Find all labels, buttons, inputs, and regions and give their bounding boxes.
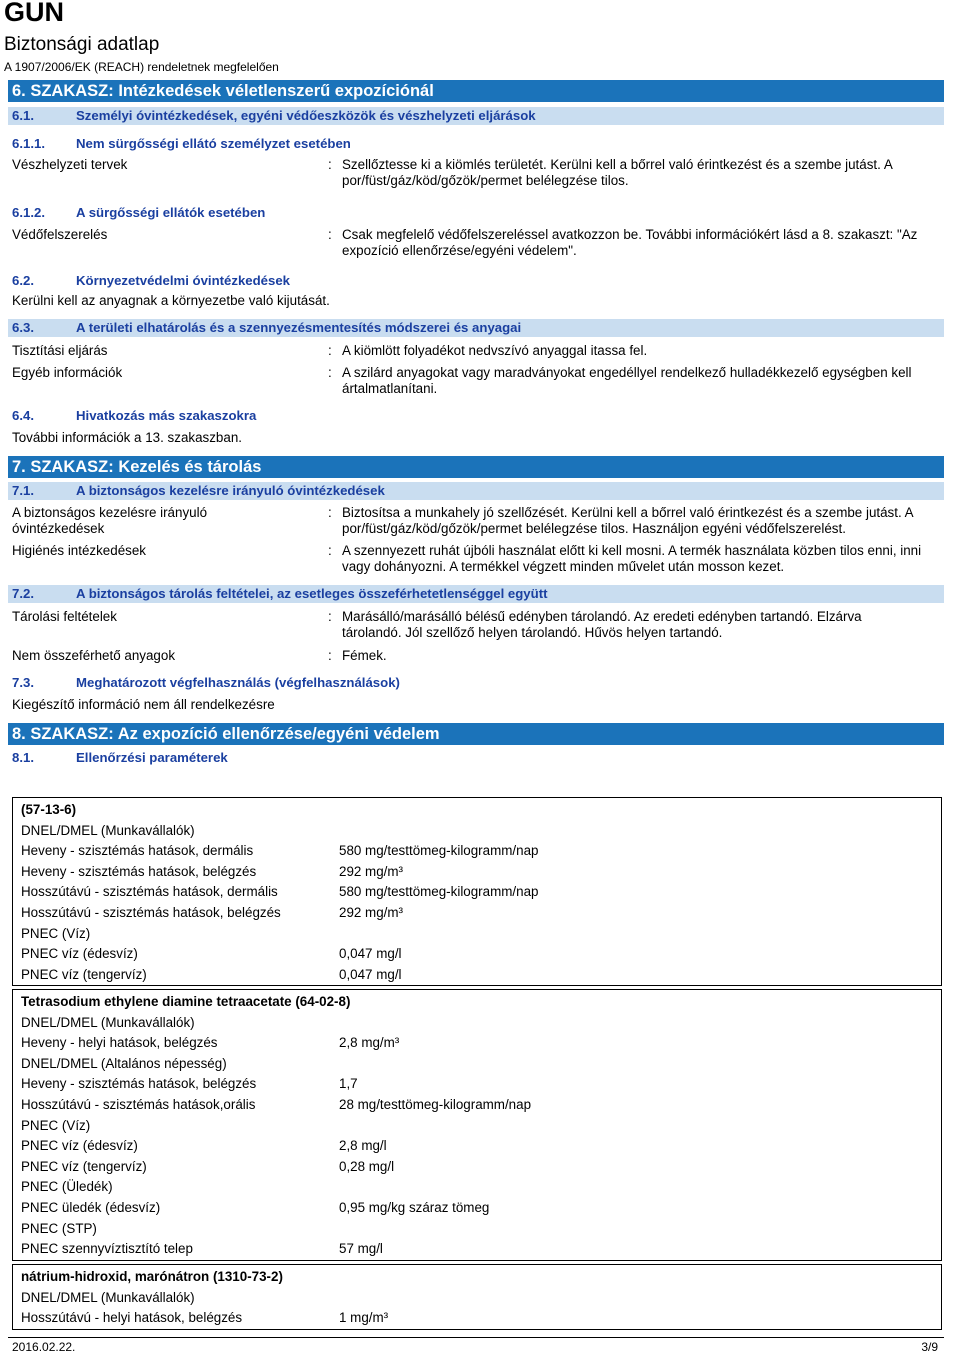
- subsection-number: 6.1.2.: [12, 205, 45, 220]
- subsection-6-2-header: [12, 272, 290, 290]
- row-value: 580 mg/testtömeg-kilogramm/nap: [339, 843, 539, 859]
- subsection-7-3-header: [12, 674, 400, 692]
- reference-text: További információk a 13. szakaszban.: [12, 430, 242, 445]
- row-value: 57 mg/l: [339, 1241, 383, 1257]
- subsection-title: Meghatározott végfelhasználás (végfelhasználások): [76, 675, 400, 690]
- row-value: 2,8 mg/m³: [339, 1035, 400, 1051]
- parameter-table: [12, 1264, 942, 1330]
- safe-handling-label: A biztonságos kezelésre irányuló óvintézkedések: [12, 505, 208, 536]
- footer-date: 2016.02.22.: [12, 1340, 76, 1354]
- row-value: 2,8 mg/l: [339, 1138, 387, 1154]
- footer-divider: [8, 1337, 944, 1338]
- subsection-number: 8.1.: [12, 750, 34, 765]
- end-use-text: Kiegészítő információ nem áll rendelkezésre: [12, 697, 275, 712]
- colon: :: [328, 365, 332, 380]
- row-value: 580 mg/testtömeg-kilogramm/nap: [339, 884, 539, 900]
- colon: :: [328, 505, 332, 520]
- colon: :: [328, 157, 332, 172]
- row-label: Hosszútávú - szisztémás hatások, dermális: [21, 884, 278, 900]
- subsection-title: A biztonságos kezelésre irányuló óvintézkedések: [76, 483, 385, 498]
- row-label: PNEC üledék (édesvíz): [21, 1200, 161, 1215]
- subsection-number: 6.2.: [12, 273, 34, 288]
- storage-conditions-label: Tárolási feltételek: [12, 609, 117, 624]
- row-label: PNEC víz (édesvíz): [21, 946, 138, 962]
- section-8-header: 8. SZAKASZ: Az expozíció ellenőrzése/egyéni védelem: [8, 723, 944, 745]
- row-value: 28 mg/testtömeg-kilogramm/nap: [339, 1097, 532, 1112]
- storage-conditions-value: Marásálló/marásálló bélésű edényben tárolandó. Az eredeti edényben tartandó. Elzárva tárolandó. Jól szellőző helyen tárolandó. Hűvös helyen tartandó.: [342, 609, 862, 640]
- section-6-header: 6. SZAKASZ: Intézkedések véletlenszerű expozíciónál: [8, 80, 944, 102]
- incompatible-materials-label: Nem összeférhető anyagok: [12, 648, 176, 663]
- subsection-title: Személyi óvintézkedések, egyéni védőeszközök és vészhelyzeti eljárások: [76, 108, 536, 123]
- subsection-title: Ellenőrzési paraméterek: [76, 750, 228, 765]
- subsection-number: 6.4.: [12, 408, 34, 423]
- parameter-table: [12, 989, 942, 1261]
- row-label: DNEL/DMEL (Altalános népesség): [21, 1055, 227, 1071]
- row-label: PNEC (Víz): [21, 925, 91, 941]
- row-label: PNEC (Víz): [21, 1117, 91, 1133]
- protective-equipment-value: Csak megfelelő védőfelszereléssel avatkozzon be. További információkért lásd a 8. szakaszt: "Az expozíció ellenőrzése/egyéni védelem".: [342, 227, 918, 258]
- hygiene-measures-label: Higiénés intézkedések: [12, 543, 146, 558]
- colon: :: [328, 343, 332, 358]
- product-name: GUN: [4, 0, 64, 27]
- row-label: Heveny - szisztémás hatások, belégzés: [21, 863, 257, 879]
- row-value: 0,95 mg/kg száraz tömeg: [339, 1200, 490, 1215]
- subsection-6-1-header: [8, 107, 944, 125]
- row-value: 1,7: [339, 1076, 358, 1092]
- emergency-plans-label: Vészhelyzeti tervek: [12, 157, 128, 172]
- subsection-title: Nem sürgősségi ellátó személyzet esetében: [76, 136, 351, 151]
- parameter-table: [12, 797, 942, 986]
- safe-handling-value: Biztosítsa a munkahely jó szellőzését. Kerülni kell a bőrrel való érintkezést és a szembe jutást. A por/füst/gáz/köd/gőzök/permet belélegzése tilos. Használjon egyéni védőfelszerelést.: [342, 505, 913, 536]
- document-title: Biztonsági adatlap: [4, 34, 160, 55]
- subsection-8-1-header: [12, 749, 228, 767]
- row-label: Hosszútávú - helyi hatások, belégzés: [21, 1310, 243, 1326]
- subsection-number: 6.1.1.: [12, 136, 45, 151]
- subsection-7-2-header: [8, 585, 944, 603]
- row-label: Heveny - szisztémás hatások, belégzés: [21, 1076, 257, 1092]
- subsection-title: A területi elhatárolás és a szennyezésmentesítés módszerei és anyagai: [76, 320, 522, 335]
- row-label: Heveny - szisztémás hatások, dermális: [21, 843, 254, 859]
- row-value: 1 mg/m³: [339, 1310, 389, 1326]
- emergency-plans-value: Szellőztesse ki a kiömlés területét. Kerülni kell a bőrrel való érintkezést és a szembe jutást. A por/füst/gáz/köd/gőzök/permet belélegzése tilos.: [342, 157, 893, 188]
- row-label: PNEC (STP): [21, 1220, 97, 1236]
- subsection-title: Környezetvédelmi óvintézkedések: [76, 273, 291, 288]
- other-information-label: Egyéb információk: [12, 365, 123, 380]
- row-label: PNEC víz (tengervíz): [21, 1158, 147, 1174]
- colon: :: [328, 648, 332, 663]
- subsection-number: 7.1.: [12, 483, 34, 498]
- row-label: Heveny - helyi hatások, belégzés: [21, 1035, 218, 1051]
- subsection-number: 7.2.: [12, 586, 34, 601]
- page-number: 3/9: [921, 1340, 938, 1354]
- row-label: DNEL/DMEL (Munkavállalók): [21, 1014, 195, 1030]
- subsection-6-1-2-header: [12, 204, 265, 222]
- section-7-header: 7. SZAKASZ: Kezelés és tárolás: [8, 456, 944, 478]
- row-value: 0,28 mg/l: [339, 1158, 395, 1174]
- environmental-precautions-text: Kerülni kell az anyagnak a környezetbe való kijutását.: [12, 293, 330, 308]
- colon: :: [328, 543, 332, 558]
- protective-equipment-label: Védőfelszerelés: [12, 227, 108, 242]
- row-label: Hosszútávú - szisztémás hatások, belégzés: [21, 905, 281, 920]
- cleaning-procedure-value: A kiömlött folyadékot nedvszívó anyaggal itassa fel.: [342, 343, 648, 358]
- subsection-6-4-header: [12, 407, 256, 425]
- subsection-7-1-header: [8, 482, 944, 500]
- subsection-6-1-1-header: [12, 135, 351, 153]
- subsection-title: Hivatkozás más szakaszokra: [76, 408, 257, 423]
- row-label: nátrium-hidroxid, marónátron (1310-73-2): [21, 1269, 283, 1284]
- colon: :: [328, 609, 332, 624]
- row-label: Hosszútávú - szisztémás hatások,orális: [21, 1097, 256, 1112]
- row-label: (57-13-6): [21, 802, 77, 817]
- subsection-number: 6.1.: [12, 108, 34, 123]
- document-subtitle: A 1907/2006/EK (REACH) rendeletnek megfelelően: [4, 60, 279, 74]
- subsection-6-3-header: [8, 319, 944, 337]
- row-label: PNEC szennyvíztisztító telep: [21, 1241, 193, 1257]
- incompatible-materials-value: Fémek.: [342, 648, 387, 663]
- row-label: PNEC víz (tengervíz): [21, 966, 147, 982]
- other-information-value: A szilárd anyagokat vagy maradványokat engedéllyel rendelkező hulladékkezelő egységben kell ártalmatlanítani.: [342, 365, 912, 396]
- row-label: PNEC víz (édesvíz): [21, 1138, 138, 1154]
- colon: :: [328, 227, 332, 242]
- cleaning-procedure-label: Tisztítási eljárás: [12, 343, 108, 358]
- row-value: 292 mg/m³: [339, 863, 403, 879]
- row-label: DNEL/DMEL (Munkavállalók): [21, 822, 195, 838]
- row-label: DNEL/DMEL (Munkavállalók): [21, 1289, 195, 1305]
- row-value: 0,047 mg/l: [339, 966, 402, 982]
- subsection-title: A biztonságos tárolás feltételei, az esetleges összeférhetetlenséggel együtt: [76, 586, 548, 601]
- hygiene-measures-value: A szennyezett ruhát újbóli használat előtt ki kell mosni. A termék használata közben tilos enni, inni vagy dohányozni. A termékkel végzett minden művelet után mosson kezet.: [342, 543, 922, 574]
- row-label: PNEC (Üledék): [21, 1179, 113, 1195]
- row-label: Tetrasodium ethylene diamine tetraacetate (64-02-8): [21, 994, 351, 1009]
- subsection-title: A sürgősségi ellátók esetében: [76, 205, 266, 220]
- subsection-number: 7.3.: [12, 675, 34, 690]
- row-value: 292 mg/m³: [339, 905, 403, 920]
- row-value: 0,047 mg/l: [339, 946, 402, 962]
- subsection-number: 6.3.: [12, 320, 34, 335]
